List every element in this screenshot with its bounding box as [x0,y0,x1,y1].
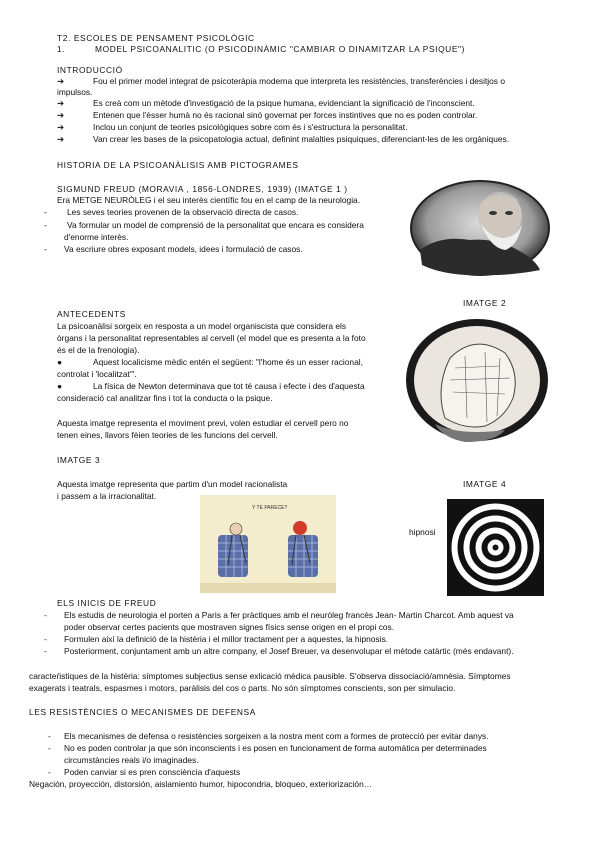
resistencies-heading: LES RESISTÈNCIES O MECANISMES DE DEFENSA [29,707,256,717]
inicis-item-1: Els estudis de neurologia el porten a Paris a fer pràctiques amb el neuròleg francès Jean- Martin Charcot. Amb aquest va [64,610,514,620]
bullet-icon: ● [57,357,63,367]
arrow-icon: ➔ [57,76,65,86]
histeria-line1: caracteŕistiques de la histèria: símptomes subjectius sense exlicació mèdica pausible. S'observa dissociació/amnèsia. Símptomes [29,671,511,681]
hipnosi-label: hipnosi [409,527,436,537]
image2-label: IMATGE 2 [463,298,507,308]
inicis-item-3: Posteriorment, conjuntament amb un altre company, el Josef Breuer, va desenvolupar el mètode catàrtic (més endavant). [64,646,514,656]
dash-marker: - [44,634,47,644]
dash-marker: - [48,743,51,753]
intro-item-4: Inclou un conjunt de teories psicològiques sobre com és i s'estructura la personalitat. [93,122,408,132]
hypnosis-spiral-image [447,499,544,596]
bullet-icon: ● [57,381,63,391]
history-item-2: Va formular un model de comprensió de la personalitat que encara es considera [67,220,364,230]
image3-text-line1: Aquesta imatge representa que partim d'un model racionalista [57,479,288,489]
intro-heading: INTRODUCCIÓ [57,65,123,75]
image4-label: IMATGE 4 [463,479,507,489]
dash-marker: - [48,731,51,741]
freud-portrait-image [410,180,550,276]
dash-marker: - [44,207,47,217]
intro-item-2: Es creà com un mètode d'investigació de la psique humana, evidenciant la significació de l'inconscient. [93,98,475,108]
history-item-2-cont: d'enorme interès. [64,232,129,242]
phrenology-head-image [405,318,550,443]
section-subtitle: MODEL PSICOANALITIC (O PSICODINÀMIC "CAMBIAR O DINAMITZAR LA PSIQUE") [95,44,465,54]
antecedents-heading: ANTECEDENTS [57,309,126,319]
arrow-icon: ➔ [57,134,65,144]
antecedents-p1-line2: òrgans i la personalitat representables al cervell (el model que es presenta a la foto [57,333,366,343]
antecedents-b2-line1: La física de Newton determinava que tot té causa i efecte i des d'aquesta [93,381,365,391]
section-number: 1. [57,44,66,54]
dash-marker: - [48,767,51,777]
histeria-line2: exagerats i teatrals, espasmes i motors, paràlisis del cos o parts. No són símptomes conscients, son per simulacio. [29,683,456,693]
antecedents-b2-line2: consideració cal analitzar fins i tot la conducta o la psique. [57,393,273,403]
arrow-icon: ➔ [57,122,65,132]
dash-marker: - [44,220,47,230]
document-title: T2. ESCOLES DE PENSAMENT PSICOLÒGIC [57,33,255,43]
intro-item-1-cont: impulsos. [57,87,93,97]
dash-marker: - [44,610,47,620]
antecedents-p1-line3: és el de la frenologia). [57,345,140,355]
intro-item-1: Fou el primer model integrat de psicoteràpia moderna que interpreta les resistències, transferències i desitjos o [93,76,505,86]
intro-item-5: Van crear les bases de la psicopatologia actual, definint malalties psiquiques, diferenciant-les de les orgàniques. [93,134,510,144]
inicis-heading: ELS INICIS DE FREUD [57,598,157,608]
dash-marker: - [44,646,47,656]
intro-item-3: Entenen que l'èsser humà no és racional sinó governat per forces instintives que no es poden controlar. [93,110,478,120]
antecedents-p1-line1: La psicoanàlisi sorgeix en resposta a un model organiscista que considera els [57,321,347,331]
resistencies-item-2: No es poden controlar ja que són inconscients i es posen en funcionament de forma automàtica per determinades [64,743,487,753]
defense-mechanisms-list: Negación, proyección, distorsión, aislamiento humor, hipocondria, bloqueo, exteriorización… [29,779,373,789]
history-heading: HISTORIA DE LA PSICOANÀLISIS AMB PICTOGRAMES [57,160,299,170]
resistencies-item-1: Els mecanismes de defensa o resistències sorgeixen a la nostra ment com a formes de protecció per evitar danys. [64,731,489,741]
dash-marker: - [44,244,47,254]
freud-intro: Era METGE NEURÒLEG i el seu interès científic fou en el camp de la neurologia. [57,195,361,205]
inicis-item-2: Formulen així la definició de la histèria i el millor tractament per a aquestes, la hipnosis. [64,634,388,644]
antecedents-p2-line1: Aquesta imatge representa el moviment previ, volen estudiar el cervell pero no [57,418,349,428]
cartoon-image [200,495,336,593]
inicis-item-1-cont: poder observar certes pacients que mostraven signes físics sense origen en el propi cos. [64,622,395,632]
image3-text-line2: i passem a la irracionalitat. [57,491,157,501]
image3-label: IMATGE 3 [57,455,101,465]
arrow-icon: ➔ [57,98,65,108]
history-item-1: Les seves teories provenen de la observació directa de casos. [67,207,299,217]
cartoon-caption: Y TE PARECE? [252,505,288,511]
arrow-icon: ➔ [57,110,65,120]
antecedents-b1-line1: Aquest localicisme mèdic entén el següent: "l'home és un esser racional, [93,357,363,367]
resistencies-item-3: Poden canviar si es pren consciència d'aquests [64,767,241,777]
antecedents-p2-line2: tenen eines, llavors fèien teories de les funcions del cervell. [57,430,278,440]
resistencies-item-2-cont: circumstàncies reals i/o imaginades. [64,755,199,765]
history-item-3: Va escriure obres exposant models, idees i formulació de casos. [64,244,303,254]
freud-heading: SIGMUND FREUD (MORAVIA , 1856-LONDRES, 1939) (IMATGE 1 ) [57,184,348,194]
antecedents-b1-line2: controlat i 'localitzat'". [57,369,137,379]
